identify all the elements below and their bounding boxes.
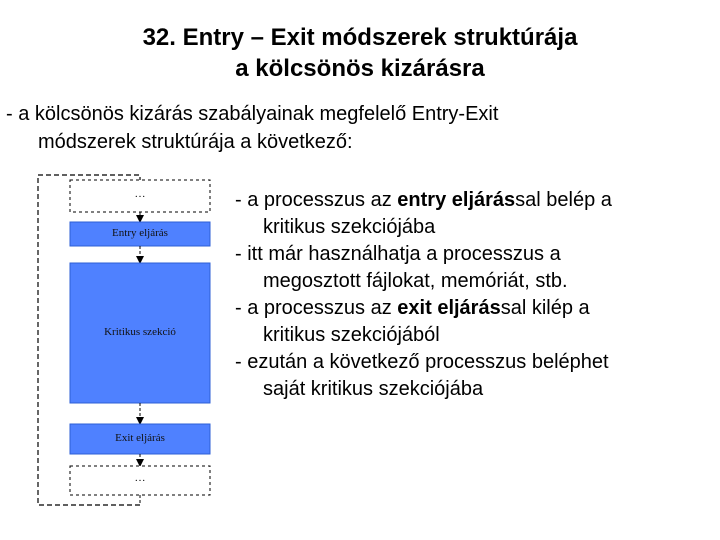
bullet-4-line-1: - ezután a következő processzus beléphet bbox=[235, 351, 609, 373]
intro-line-1: - a kölcsönös kizárás szabályainak megfelelő Entry-Exit bbox=[6, 103, 499, 125]
title-line-1: 32. Entry – Exit módszerek struktúrája bbox=[142, 24, 578, 51]
list-item bbox=[235, 349, 715, 403]
bullet-4-line-2: saját kritikus szekciójába bbox=[263, 378, 484, 400]
bullet-1-text-c: sal belép a bbox=[515, 189, 612, 211]
explanation-list bbox=[235, 187, 715, 403]
intro-line-2: módszerek struktúrája a következő: bbox=[38, 131, 353, 153]
entry-label: Entry eljárás bbox=[112, 227, 168, 239]
bullet-2-line-2: megosztott fájlokat, memóriát, stb. bbox=[263, 270, 568, 292]
bullet-3-text-c: sal kilép a bbox=[500, 297, 590, 319]
bullet-3-line-2: kritikus szekciójából bbox=[263, 324, 440, 346]
bullet-2-line-1: - itt már használhatja a processzus a bbox=[235, 243, 561, 265]
exit-label: Exit eljárás bbox=[115, 432, 165, 444]
list-item bbox=[235, 241, 715, 295]
bottom-dots: … bbox=[134, 472, 146, 484]
bullet-1-line-2: kritikus szekciójába bbox=[263, 216, 436, 238]
top-dots: … bbox=[134, 188, 146, 200]
list-item bbox=[235, 295, 715, 349]
slide-title bbox=[0, 22, 720, 84]
bullet-3-text-a: - a processzus az bbox=[235, 297, 398, 319]
list-item bbox=[235, 187, 715, 241]
bullet-1-bold: entry eljárás bbox=[397, 189, 516, 211]
intro-text bbox=[6, 100, 706, 156]
bullet-3-bold: exit eljárás bbox=[397, 297, 501, 319]
bullet-3-line-1 bbox=[235, 297, 590, 319]
critical-section-label: Kritikus szekció bbox=[104, 326, 176, 338]
title-line-2: a kölcsönös kizárásra bbox=[235, 55, 485, 82]
bullet-1-line-1 bbox=[235, 189, 612, 211]
bullet-1-text-a: - a processzus az bbox=[235, 189, 398, 211]
entry-exit-diagram bbox=[30, 170, 230, 525]
